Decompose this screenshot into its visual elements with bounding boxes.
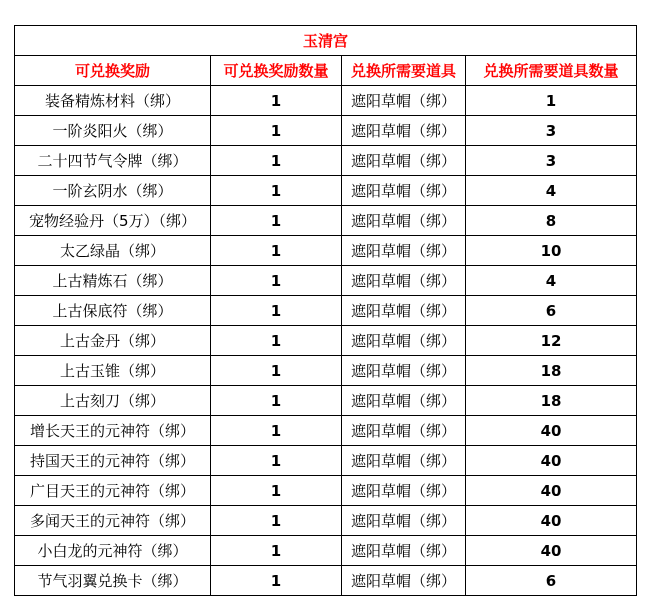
table-row xyxy=(15,536,637,566)
reward-qty-cell: 1 xyxy=(211,86,342,116)
required-qty-cell: 4 xyxy=(466,176,637,206)
reward-qty-cell: 1 xyxy=(211,146,342,176)
reward-qty-cell: 1 xyxy=(211,296,342,326)
required-qty-cell: 40 xyxy=(466,446,637,476)
required-qty-cell: 10 xyxy=(466,236,637,266)
reward-qty-cell: 1 xyxy=(211,206,342,236)
reward-cell: 增长天王的元神符（绑） xyxy=(15,416,211,446)
required-qty-cell: 40 xyxy=(466,476,637,506)
table-row xyxy=(15,356,637,386)
required-item-cell: 遮阳草帽（绑） xyxy=(342,506,466,536)
required-qty-cell: 1 xyxy=(466,86,637,116)
required-item-cell: 遮阳草帽（绑） xyxy=(342,386,466,416)
required-item-cell: 遮阳草帽（绑） xyxy=(342,326,466,356)
required-qty-cell: 4 xyxy=(466,266,637,296)
required-qty-cell: 3 xyxy=(466,146,637,176)
reward-cell: 小白龙的元神符（绑） xyxy=(15,536,211,566)
reward-cell: 上古刻刀（绑） xyxy=(15,386,211,416)
required-qty-cell: 40 xyxy=(466,506,637,536)
required-qty-cell: 6 xyxy=(466,566,637,596)
table-row xyxy=(15,86,637,116)
reward-qty-cell: 1 xyxy=(211,236,342,266)
reward-cell: 持国天王的元神符（绑） xyxy=(15,446,211,476)
reward-qty-cell: 1 xyxy=(211,566,342,596)
reward-cell: 节气羽翼兑换卡（绑） xyxy=(15,566,211,596)
exchange-table xyxy=(14,25,637,596)
reward-cell: 广目天王的元神符（绑） xyxy=(15,476,211,506)
reward-qty-cell: 1 xyxy=(211,386,342,416)
reward-cell: 上古保底符（绑） xyxy=(15,296,211,326)
reward-cell: 多闻天王的元神符（绑） xyxy=(15,506,211,536)
column-header-required-item: 兑换所需要道具 xyxy=(342,56,466,86)
required-item-cell: 遮阳草帽（绑） xyxy=(342,206,466,236)
reward-qty-cell: 1 xyxy=(211,356,342,386)
table-row xyxy=(15,116,637,146)
table-header-row xyxy=(15,56,637,86)
required-item-cell: 遮阳草帽（绑） xyxy=(342,416,466,446)
required-item-cell: 遮阳草帽（绑） xyxy=(342,116,466,146)
reward-cell: 宠物经验丹（5万）（绑） xyxy=(15,206,211,236)
required-qty-cell: 12 xyxy=(466,326,637,356)
table-row xyxy=(15,146,637,176)
required-item-cell: 遮阳草帽（绑） xyxy=(342,296,466,326)
reward-qty-cell: 1 xyxy=(211,446,342,476)
required-item-cell: 遮阳草帽（绑） xyxy=(342,566,466,596)
table-row xyxy=(15,506,637,536)
table-row xyxy=(15,176,637,206)
reward-cell: 一阶玄阴水（绑） xyxy=(15,176,211,206)
column-header-reward-qty: 可兑换奖励数量 xyxy=(211,56,342,86)
reward-cell: 上古精炼石（绑） xyxy=(15,266,211,296)
table-row xyxy=(15,296,637,326)
table-row xyxy=(15,476,637,506)
reward-cell: 上古玉锥（绑） xyxy=(15,356,211,386)
column-header-required-qty: 兑换所需要道具数量 xyxy=(466,56,637,86)
table-row xyxy=(15,446,637,476)
required-item-cell: 遮阳草帽（绑） xyxy=(342,86,466,116)
reward-cell: 装备精炼材料（绑） xyxy=(15,86,211,116)
required-qty-cell: 18 xyxy=(466,386,637,416)
required-item-cell: 遮阳草帽（绑） xyxy=(342,146,466,176)
reward-qty-cell: 1 xyxy=(211,536,342,566)
reward-cell: 上古金丹（绑） xyxy=(15,326,211,356)
reward-qty-cell: 1 xyxy=(211,326,342,356)
required-item-cell: 遮阳草帽（绑） xyxy=(342,176,466,206)
required-item-cell: 遮阳草帽（绑） xyxy=(342,446,466,476)
reward-cell: 一阶炎阳火（绑） xyxy=(15,116,211,146)
required-qty-cell: 40 xyxy=(466,536,637,566)
table-title-row xyxy=(15,26,637,56)
required-item-cell: 遮阳草帽（绑） xyxy=(342,536,466,566)
reward-qty-cell: 1 xyxy=(211,506,342,536)
required-qty-cell: 18 xyxy=(466,356,637,386)
reward-cell: 二十四节气令牌（绑） xyxy=(15,146,211,176)
required-item-cell: 遮阳草帽（绑） xyxy=(342,356,466,386)
table-row xyxy=(15,386,637,416)
table-title: 玉清宫 xyxy=(15,26,637,56)
reward-qty-cell: 1 xyxy=(211,116,342,146)
table-row xyxy=(15,206,637,236)
reward-qty-cell: 1 xyxy=(211,416,342,446)
required-qty-cell: 40 xyxy=(466,416,637,446)
required-item-cell: 遮阳草帽（绑） xyxy=(342,236,466,266)
required-qty-cell: 8 xyxy=(466,206,637,236)
required-item-cell: 遮阳草帽（绑） xyxy=(342,266,466,296)
table-row xyxy=(15,266,637,296)
reward-cell: 太乙绿晶（绑） xyxy=(15,236,211,266)
table-row xyxy=(15,236,637,266)
reward-qty-cell: 1 xyxy=(211,266,342,296)
table-row xyxy=(15,566,637,596)
required-item-cell: 遮阳草帽（绑） xyxy=(342,476,466,506)
table-row xyxy=(15,416,637,446)
required-qty-cell: 3 xyxy=(466,116,637,146)
required-qty-cell: 6 xyxy=(466,296,637,326)
table-body xyxy=(15,86,637,596)
table-row xyxy=(15,326,637,356)
reward-qty-cell: 1 xyxy=(211,476,342,506)
reward-qty-cell: 1 xyxy=(211,176,342,206)
column-header-reward: 可兑换奖励 xyxy=(15,56,211,86)
